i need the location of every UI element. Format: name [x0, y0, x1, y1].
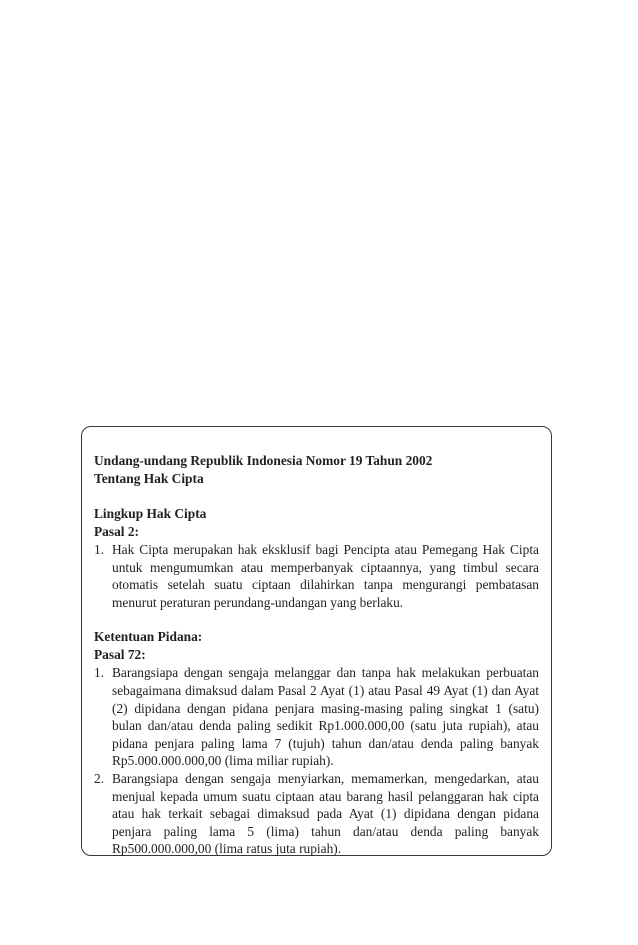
scope-clause	[94, 541, 539, 611]
criminal-clause	[94, 664, 539, 770]
spacer	[94, 611, 539, 628]
criminal-article: Pasal 72:	[94, 647, 146, 663]
clause-text: Barangsiapa dengan sengaja menyiarkan, memamerkan, mengedarkan, atau menjual kepada umum suatu ciptaan atau barang hasil pelanggaran hak cipta atau hak terkait sebagai dimaksud pada Ayat (1) dipidana dengan pidana penjara paling lama 5 (lima) tahun dan/atau denda paling banyak Rp500.000.000,00 (lima ratus juta rupiah).	[112, 770, 539, 857]
scope-heading: Lingkup Hak Cipta	[94, 506, 207, 521]
scope-clause-list	[94, 541, 539, 611]
criminal-heading: Ketentuan Pidana:	[94, 629, 203, 645]
clause-number: 2.	[94, 770, 105, 786]
clause-text: Hak Cipta merupakan hak eksklusif bagi Pencipta atau Pemegang Hak Cipta untuk mengumumkan atau memperbanyak ciptaannya, yang timbul secara otomatis setelah suatu ciptaan dilahirkan tanpa mengurangi pembatasan menurut peraturan perundang-undangan yang berlaku.	[112, 542, 539, 610]
criminal-clause-list	[94, 664, 539, 858]
spacer	[94, 488, 539, 505]
criminal-clause	[94, 770, 539, 858]
clause-number: 1.	[94, 665, 105, 681]
clause-text: Barangsiapa dengan sengaja melanggar dan tanpa hak melakukan perbuatan sebagaimana dimaksud dalam Pasal 2 Ayat (1) atau Pasal 49 Ayat (1) dan Ayat (2) dipidana dengan pidana penjara masing-masing paling singkat 1 (satu) bulan dan/atau denda paling sedikit Rp1.000.000,00 (satu juta rupiah), atau pidana penjara paling lama 7 (tujuh) tahun dan/atau denda paling banyak Rp5.000.000.000,00 (lima miliar rupiah).	[112, 665, 539, 769]
clause-number: 1.	[94, 542, 105, 557]
law-subtitle: Tentang Hak Cipta	[94, 471, 204, 486]
copyright-notice-box	[81, 426, 552, 856]
law-title: Undang-undang Republik Indonesia Nomor 19 Tahun 2002	[94, 453, 433, 468]
scope-article: Pasal 2:	[94, 524, 140, 539]
